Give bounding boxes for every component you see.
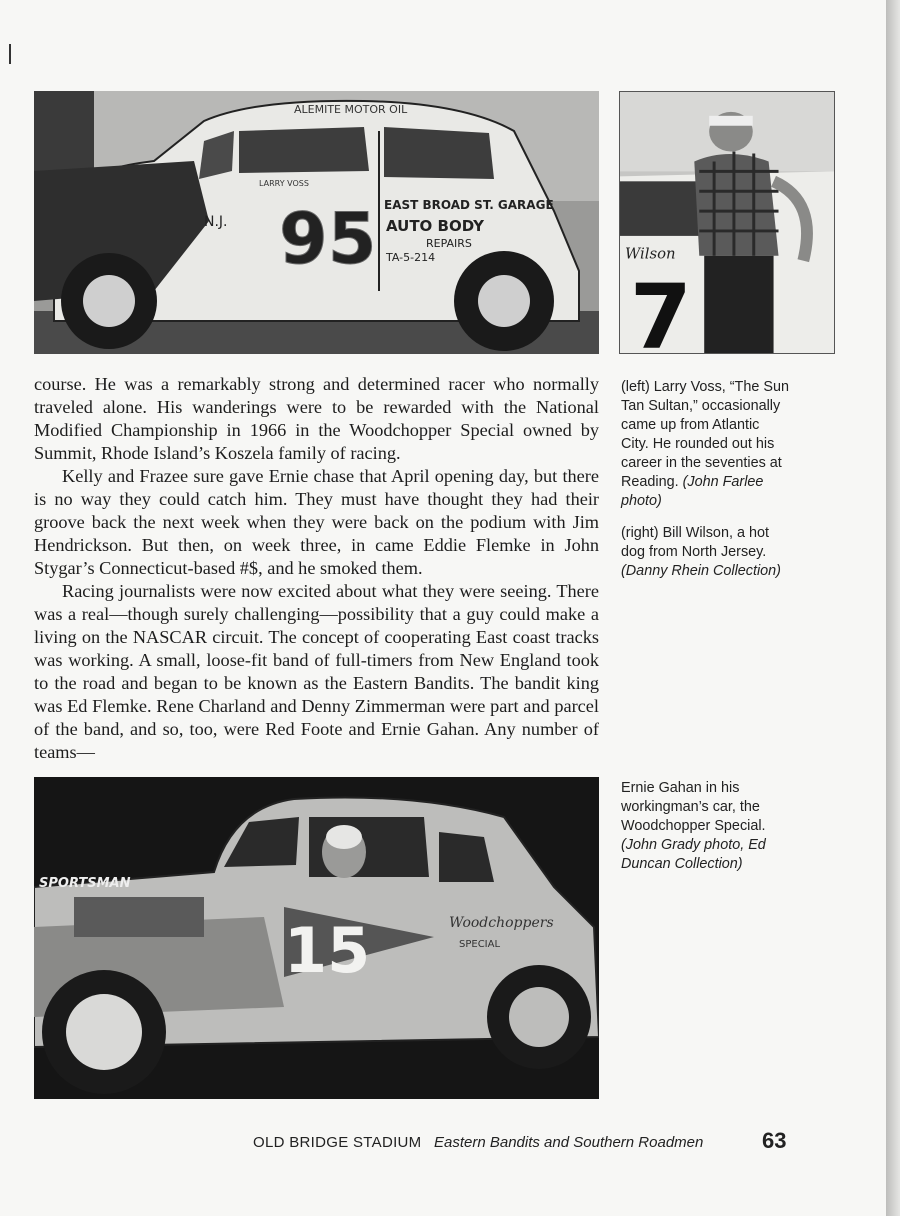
sportsman-text: SPORTSMAN [39, 876, 131, 891]
photo-credit: (John Farlee photo) [621, 474, 764, 509]
door-text-line2: AUTO BODY [386, 217, 484, 235]
article-body [34, 373, 599, 764]
driver-name-text: LARRY VOSS [259, 179, 309, 188]
running-head: OLD BRIDGE STADIUM [253, 1134, 422, 1151]
body-paragraph: Racing journalists were now excited about what they were seeing. There was a real—though surely challenging—possibility that a guy could make a living on the NASCAR circuit. The concept of cooperating East coast tracks was working. A small, loose-fit band of full-timers from New England took to the road and began to be known as the Eastern Bandits. The bandit king was Ed Flemke. Rene Charland and Denny Zimmerman were part and parcel of the band, and so, too, were Red Foote and Ernie Gahan. Any number of teams— [34, 581, 599, 762]
door-phone-text: TA-5-214 [386, 251, 436, 264]
caption-bill-wilson [621, 524, 791, 581]
door-name-wilson: Wilson [624, 244, 676, 263]
special-text: SPECIAL [459, 939, 501, 950]
caption-text: (right) Bill Wilson, a hot dog from North Jersey. [621, 525, 769, 560]
photo-credit: (Danny Rhein Collection) [621, 563, 781, 579]
car-number-15: 15 [284, 914, 371, 987]
page-edge [886, 0, 900, 1216]
page-number: 63 [762, 1128, 787, 1153]
woodchoppers-text: Woodchoppers [449, 915, 554, 931]
body-paragraph: Kelly and Frazee sure gave Ernie chase that April opening day, but there is no way they could catch him. They must have thought they had their groove back the next week when they were back on the podium with Jim Hendrickson. But then, on week three, in came Eddie Flemke in John Stygar’s Connecticut-based #$, and he smoked them. [34, 466, 599, 578]
photo-credit: (John Grady photo, Ed Duncan Collection) [621, 837, 766, 872]
caption-text: (left) Larry Voss, “The Sun Tan Sultan,” occasionally came up from Atlantic City. He rounded out his career in the seventies at Reading. [621, 379, 789, 490]
state-text: N.J. [204, 214, 228, 230]
caption-text: Ernie Gahan in his workingman’s car, the Woodchopper Special. [621, 780, 766, 834]
door-text-line1: EAST BROAD ST. GARAGE [384, 198, 554, 212]
car-number-7: 7 [629, 265, 692, 353]
margin-mark [9, 44, 11, 64]
car-number-95: 95 [279, 198, 377, 280]
roof-sign-text: ALEMITE MOTOR OIL [294, 103, 408, 116]
photo-bill-wilson [619, 91, 835, 354]
door-text-line3: REPAIRS [426, 237, 472, 250]
caption-ernie-gahan [621, 779, 791, 874]
photo-larry-voss-car [34, 91, 599, 354]
body-paragraph: course. He was a remarkably strong and determined racer who normally traveled alone. His wanderings were to be rewarded with the National Modified Championship in 1966 in the Woodchopper Special owned by Summit, Rhode Island’s Koszela family of racing. [34, 374, 599, 463]
photo-ernie-gahan-car [34, 777, 599, 1099]
caption-larry-voss [621, 378, 791, 511]
running-subtitle: Eastern Bandits and Southern Roadmen [434, 1134, 704, 1151]
page-footer [0, 1128, 886, 1158]
